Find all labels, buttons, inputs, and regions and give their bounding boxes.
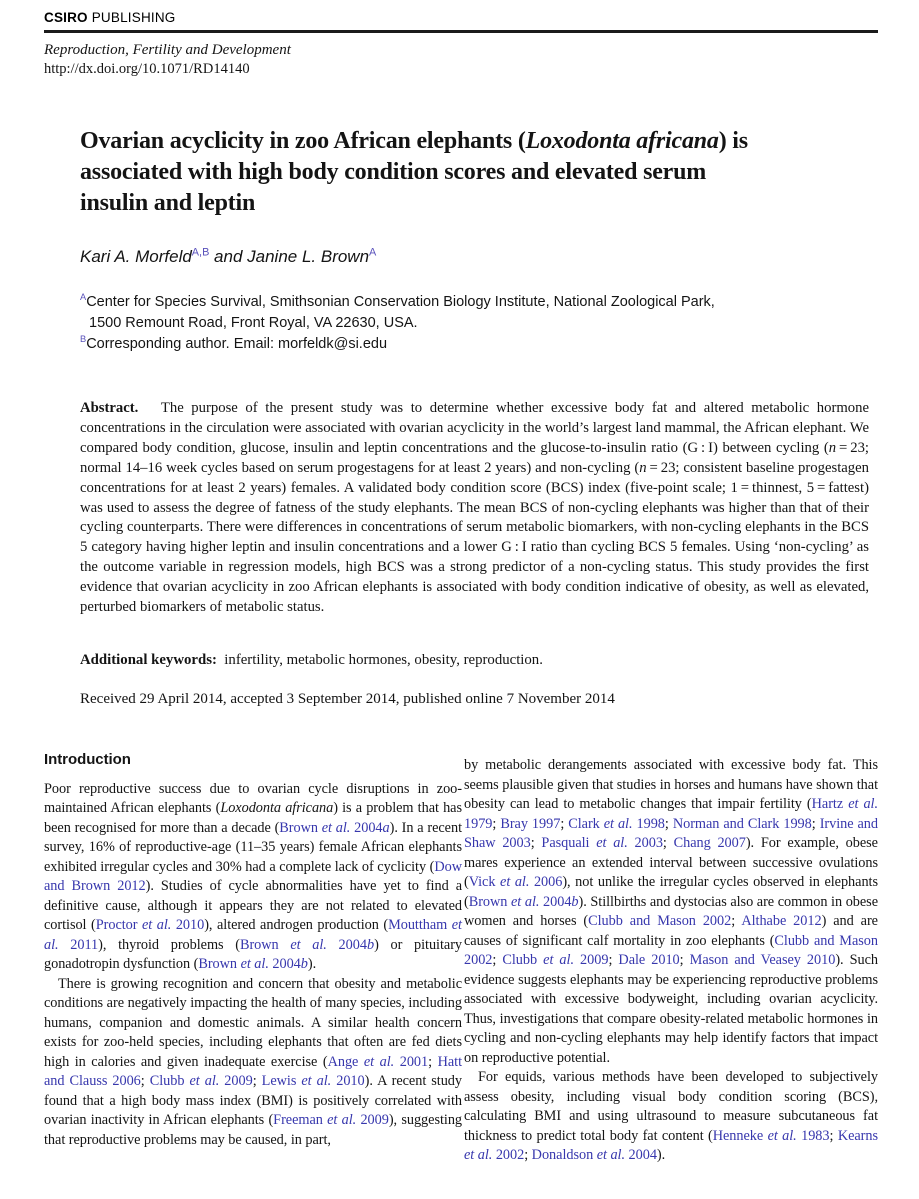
text-segment: Poor reproductive success due to ovarian cycle disruptions in zoo-maintained African elephants ( bbox=[44, 780, 462, 816]
text-segment: infertility, metabolic hormones, obesity, reproduction. bbox=[216, 652, 543, 668]
citation-link[interactable]: Kearns bbox=[837, 1127, 879, 1144]
text-segment: ). bbox=[656, 1147, 666, 1163]
text-segment: ; bbox=[492, 815, 501, 832]
text-segment: Loxodonta africana bbox=[525, 128, 719, 155]
text-segment: ). A recent study found that a high body mass index (BMI) is positively correlated with ovarian inactivity in African elephants ( bbox=[44, 1073, 462, 1128]
intro-paragraph-3 bbox=[464, 756, 878, 1068]
text-segment: ), thyroid problems ( bbox=[98, 936, 240, 953]
text-segment: There is growing recognition and concern that obesity and metabolic conditions are negatively impacting the health of many species, including humans, companion and domestic animals. A similar health concern exists for zoo-held species, including elephants that often are fed diets high in calories and given inadequate exercise ( bbox=[44, 975, 462, 1070]
citation-link[interactable]: et al. bbox=[500, 874, 530, 890]
citation-link[interactable]: et al. bbox=[290, 936, 327, 953]
citation-link[interactable]: Hartz bbox=[811, 796, 849, 812]
text-segment: The purpose of the present study was to determine whether excessive body fat and altered metabolic hormone concentrations in the circulation were associated with ovarian acyclicity in the world’s largest land mammal, the African elephant. We compared body condition, glucose, insulin and leptin concentrations and the glucose-to-insulin ratio (G : I) between cycling ( bbox=[80, 400, 869, 456]
affiliation-b bbox=[80, 334, 740, 355]
citation-link[interactable]: b bbox=[571, 893, 579, 910]
citation-link[interactable]: Donaldson bbox=[531, 1147, 597, 1163]
abstract-paragraph bbox=[80, 399, 869, 618]
citation-link[interactable]: et al. bbox=[511, 893, 540, 910]
text-segment: and Janine L. Brown bbox=[209, 247, 370, 266]
citation-link[interactable]: Clubb and Mason 2002 bbox=[588, 913, 732, 929]
keywords-line bbox=[80, 652, 869, 669]
text-segment: ; bbox=[608, 952, 619, 968]
citation-link[interactable]: 2004 bbox=[326, 936, 367, 953]
affiliations-block bbox=[80, 292, 740, 356]
text-segment: ) is a problem that has been recognised for more than a decade ( bbox=[44, 800, 462, 836]
citation-link[interactable]: Lewis bbox=[261, 1073, 302, 1089]
citation-link[interactable]: 1979 bbox=[464, 815, 493, 832]
text-segment: ; bbox=[811, 815, 820, 832]
text-segment: ) is associated with high body condition scores and elevated serum insulin and leptin bbox=[80, 128, 748, 217]
citation-link[interactable]: Norman and Clark 1998 bbox=[672, 815, 812, 832]
text-segment: Center for Species Survival, Smithsonian Conservation Biology Institute, National Zoological Park, 1500 Remount Road, Front Royal, VA 22630, USA. bbox=[86, 294, 715, 331]
text-segment: ) and are causes of significant calf mortality in zoo elephants ( bbox=[464, 913, 878, 949]
text-segment: ). For example, obese mares experience an extended interval between successive ovulations ( bbox=[464, 835, 878, 890]
citation-link[interactable]: Clubb and Mason 2002 bbox=[464, 932, 878, 968]
text-segment: B bbox=[80, 334, 87, 345]
text-segment: Ovarian acyclicity in zoo African elephants ( bbox=[80, 128, 526, 155]
citation-link[interactable]: Freeman bbox=[273, 1112, 328, 1128]
citation-link[interactable]: Bray 1997 bbox=[500, 815, 561, 832]
text-segment: n bbox=[639, 459, 647, 476]
text-segment: ). bbox=[307, 956, 317, 972]
citation-link[interactable]: Ange bbox=[327, 1053, 364, 1070]
citation-link[interactable]: Clubb bbox=[502, 952, 544, 968]
citation-link[interactable]: et al. bbox=[596, 835, 628, 851]
citation-link[interactable]: et al. bbox=[301, 1073, 332, 1089]
text-segment: Kari A. Morfeld bbox=[80, 247, 192, 266]
text-segment: ; bbox=[524, 1147, 532, 1163]
text-segment: ). Studies of cycle abnormalities have yet to find a definitive cause, although it appears they are not related to elevated cortisol ( bbox=[44, 878, 463, 933]
citation-link[interactable]: et al. bbox=[848, 796, 878, 812]
received-line: Received 29 April 2014, accepted 3 September 2014, published online 7 November 2014 bbox=[80, 691, 615, 707]
text-segment: ; bbox=[140, 1073, 150, 1089]
citation-link[interactable]: Vick bbox=[468, 874, 501, 890]
citation-link[interactable]: 2004 bbox=[350, 819, 383, 836]
text-segment: Additional keywords: bbox=[80, 652, 217, 668]
text-segment: A bbox=[80, 292, 87, 303]
citation-link[interactable]: et al. bbox=[363, 1053, 395, 1070]
section-heading-introduction: Introduction bbox=[44, 751, 131, 768]
body-column-left bbox=[44, 750, 462, 1150]
citation-link[interactable]: Irvine and Shaw 2003 bbox=[464, 815, 879, 851]
header-rule bbox=[44, 30, 878, 33]
text-segment: A bbox=[369, 246, 377, 259]
text-segment: ; bbox=[428, 1053, 438, 1070]
citation-link[interactable]: et al. bbox=[596, 1147, 625, 1163]
journal-name: Reproduction, Fertility and Development bbox=[44, 42, 291, 58]
text-segment: n bbox=[828, 439, 837, 456]
citation-link[interactable]: 1983 bbox=[796, 1127, 830, 1144]
citation-link[interactable]: et al. bbox=[767, 1127, 797, 1144]
intro-paragraph-4 bbox=[464, 1068, 878, 1166]
citation-link[interactable]: 2009 bbox=[356, 1112, 389, 1128]
citation-link[interactable]: Pasquali bbox=[541, 835, 597, 851]
text-segment: ), not unlike the irregular cycles observed in elephants ( bbox=[464, 874, 878, 910]
citation-link[interactable]: 2004 bbox=[268, 956, 301, 972]
citation-link[interactable]: Clark bbox=[568, 815, 604, 832]
citation-link[interactable]: b bbox=[366, 936, 375, 953]
citation-link[interactable]: 2011 bbox=[58, 936, 99, 953]
text-segment: ; bbox=[662, 835, 674, 851]
text-segment: by metabolic derangements associated with excessive body fat. This seems plausible given that studies in horses and humans have shown that obesity can lead to metabolic changes that impair fertility ( bbox=[464, 757, 878, 812]
citation-link[interactable]: et al. bbox=[189, 1073, 220, 1089]
citation-link[interactable]: 2009 bbox=[573, 952, 609, 968]
citation-link[interactable]: 2003 bbox=[627, 835, 663, 851]
text-segment: A,B bbox=[191, 246, 210, 259]
citation-link[interactable]: Brown bbox=[239, 936, 291, 953]
citation-link[interactable]: Mason and Veasey 2010 bbox=[689, 952, 836, 968]
citation-link[interactable]: Chang 2007 bbox=[673, 835, 746, 851]
citation-link[interactable]: Clubb bbox=[149, 1073, 190, 1089]
text-segment: ), altered androgen production ( bbox=[204, 917, 389, 933]
citation-link[interactable]: et al. bbox=[327, 1112, 357, 1128]
citation-link[interactable]: 2006 bbox=[529, 874, 563, 890]
text-segment: ; bbox=[829, 1127, 838, 1144]
text-segment: ; bbox=[560, 815, 569, 832]
text-segment: ; bbox=[679, 952, 690, 968]
article-title bbox=[80, 126, 770, 219]
citation-link[interactable]: 2004 bbox=[625, 1147, 657, 1163]
citation-link[interactable]: et al. bbox=[321, 819, 351, 836]
citation-link[interactable]: Althabe 2012 bbox=[741, 913, 822, 929]
citation-link[interactable]: Proctor bbox=[95, 917, 142, 933]
text-segment: Corresponding author. Email: morfeldk@si.edu bbox=[86, 336, 388, 352]
publisher-suffix: PUBLISHING bbox=[87, 10, 176, 25]
text-segment: Abstract. bbox=[80, 400, 139, 416]
text-segment: ) or pituitary gonadotropin dysfunction ( bbox=[44, 936, 462, 972]
text-segment: ; bbox=[731, 913, 742, 929]
citation-link[interactable]: Brown bbox=[468, 893, 512, 910]
citation-link[interactable]: Brown bbox=[279, 819, 322, 836]
citation-link[interactable]: a bbox=[382, 819, 390, 836]
intro-paragraph-1 bbox=[44, 780, 462, 975]
text-segment: ; bbox=[252, 1073, 262, 1089]
author-line bbox=[80, 247, 780, 267]
text-segment: Loxodonta africana bbox=[220, 800, 334, 816]
citation-link[interactable]: 2009 bbox=[219, 1073, 253, 1089]
citation-link[interactable]: et al. bbox=[44, 917, 462, 953]
citation-link[interactable]: 1998 bbox=[632, 815, 665, 832]
citation-link[interactable]: et al. bbox=[464, 1147, 493, 1163]
citation-link[interactable]: Dale 2010 bbox=[618, 952, 680, 968]
citation-link[interactable]: Henneke bbox=[712, 1127, 768, 1144]
text-segment: ). In a recent survey, 16% of reproductive-age (11–35 years) female African elephants exhibited irregular cycles and 30% had a complete lack of cyclicity ( bbox=[44, 819, 462, 875]
citation-link[interactable]: Brown bbox=[198, 956, 241, 972]
text-segment: ). Such evidence suggests elephants may be experiencing reproductive problems associated with excessive bodyweight, including ovarian acyclicity. Thus, investigations that compare obesity-related metabolic hormones in cycling and non-cycling elephants may help identify factors that impact on reproductive potential. bbox=[464, 952, 878, 1066]
citation-link[interactable]: 2001 bbox=[394, 1053, 429, 1070]
citation-link[interactable]: et al. bbox=[240, 956, 269, 972]
citation-link[interactable]: Dow and Brown 2012 bbox=[44, 858, 462, 894]
article-doi: http://dx.doi.org/10.1071/RD14140 bbox=[44, 61, 250, 77]
intro-paragraph-2 bbox=[44, 975, 462, 1151]
citation-link[interactable]: 2004 bbox=[539, 893, 572, 910]
text-segment: = 23; consistent baseline progestagen concentrations for at least 2 years) females. A validated body condition score (BCS) index (five-point scale; 1 = thinnest, 5 = fattest) was used to assess the degree of fatness of the study elephants. The mean BCS of non-cycling elephants was higher than that of their cycling counterparts. There were differences in concentrations of serum metabolic biomarkers, with non-cycling elephants in the BCS 5 category having higher leptin and insulin concentrations and a lower G : I ratio than cycling BCS 5 females. Using ‘non-cycling’ as the outcome variable in regression models, high BCS was a strong predictor of a non-cycling status. This study provides the first evidence that ovarian acyclicity in zoo African elephants is associated with body condition indicative of obesity, as well as elevated, perturbed biomarkers of metabolic status. bbox=[80, 459, 869, 616]
text-segment: For equids, various methods have been developed to subjectively assess obesity, including visual body condition scoring (BCS), calculating BMI and using ultrasound to measure subcutaneous fat thickness to predict total body fat content ( bbox=[464, 1069, 878, 1144]
publisher-name: CSIRO bbox=[44, 10, 88, 25]
body-column-right bbox=[464, 756, 878, 1166]
affiliation-a bbox=[80, 292, 740, 333]
page-header bbox=[44, 10, 878, 78]
citation-link[interactable]: et al. bbox=[603, 815, 633, 832]
citation-link[interactable]: 2010 bbox=[171, 917, 205, 933]
text-segment: ), suggesting that reproductive problems may be caused, in part, bbox=[44, 1112, 463, 1148]
text-segment: ; bbox=[492, 952, 503, 968]
citation-link[interactable]: et al. bbox=[142, 917, 172, 933]
citation-link[interactable]: Mouttham bbox=[388, 917, 452, 933]
citation-link[interactable]: b bbox=[300, 956, 308, 972]
citation-link[interactable]: et al. bbox=[543, 952, 574, 968]
text-segment: ; bbox=[664, 815, 673, 832]
text-segment: ; bbox=[530, 835, 542, 851]
text-segment: ). Stillbirths and dystocias also are common in obese women and horses ( bbox=[464, 893, 878, 929]
citation-link[interactable]: 2002 bbox=[492, 1147, 525, 1163]
citation-link[interactable]: 2010 bbox=[331, 1073, 365, 1089]
publisher-line bbox=[44, 10, 878, 25]
text-segment: = 23; normal 14–16 week cycles based on serum progestagens for at least 2 years) and non-cycling ( bbox=[80, 439, 869, 476]
citation-link[interactable]: Hatt and Clauss 2006 bbox=[44, 1053, 463, 1089]
